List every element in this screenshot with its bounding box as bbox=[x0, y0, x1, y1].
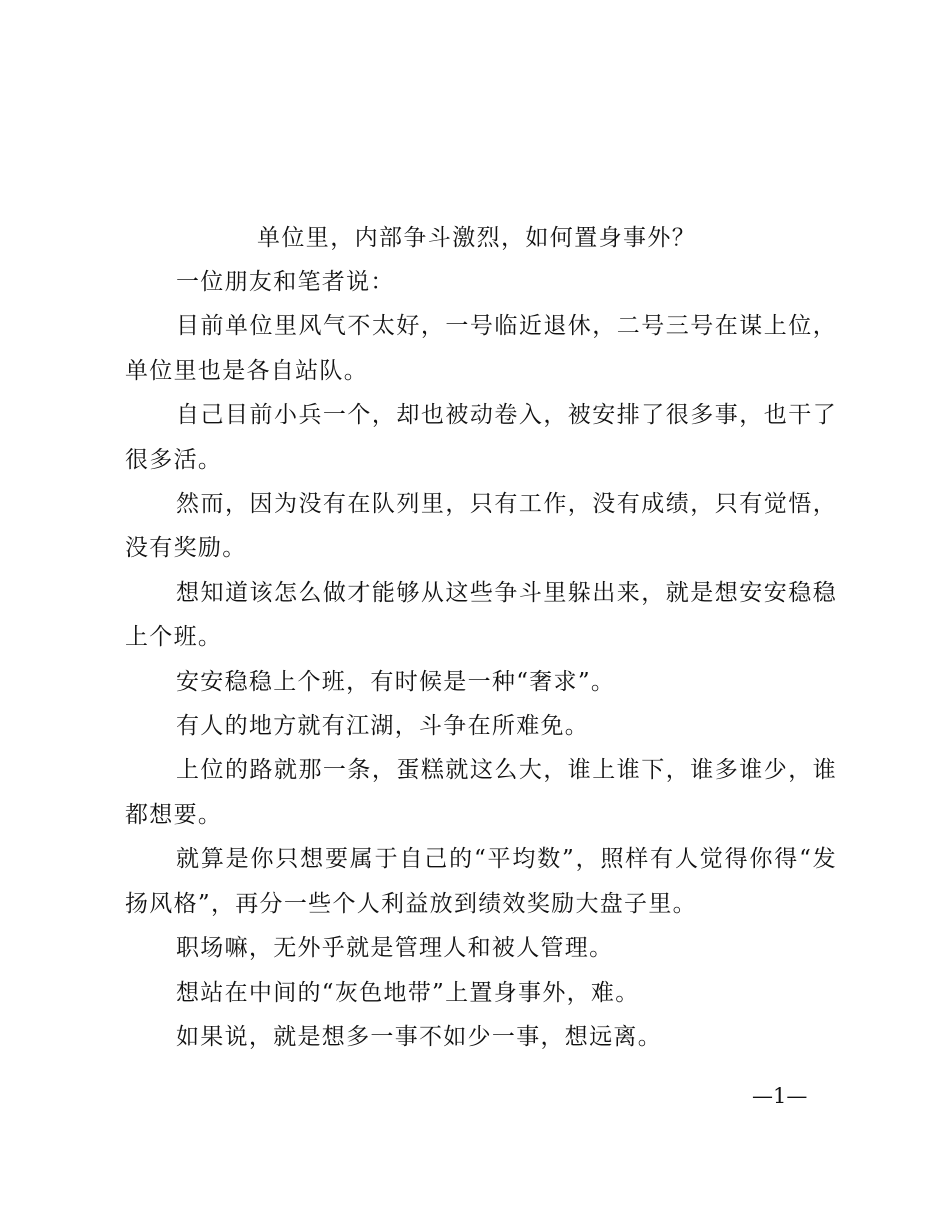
paragraph-1: 一位朋友和笔者说： bbox=[176, 269, 395, 295]
document-body bbox=[125, 260, 837, 1059]
paragraph-5: 想知道该怎么做才能够从这些争斗里躲出来，就是想安安稳稳上个班。 bbox=[125, 579, 837, 651]
paragraph-9: 就算是你只想要属于自己的“平均数”，照样有人觉得你得“发扬风格”，再分一些个人利益放到绩效奖励大盘子里。 bbox=[125, 846, 837, 917]
paragraph-3: 自己目前小兵一个，却也被动卷入，被安排了很多事，也干了很多活。 bbox=[125, 402, 837, 473]
paragraph-8: 上位的路就那一条，蛋糕就这么大，谁上谁下，谁多谁少，谁都想要。 bbox=[125, 757, 837, 828]
paragraph-11: 想站在中间的“灰色地带”上置身事外，难。 bbox=[176, 979, 640, 1006]
paragraph-4: 然而，因为没有在队列里，只有工作，没有成绩，只有觉悟，没有奖励。 bbox=[125, 491, 837, 562]
page-number: —1— bbox=[752, 1084, 808, 1108]
document-title: 单位里，内部争斗激烈，如何置身事外？ bbox=[257, 225, 697, 251]
paragraph-10: 职场嘛，无外乎就是管理人和被人管理。 bbox=[176, 935, 614, 962]
paragraph-2: 目前单位里风气不太好，一号临近退休，二号三号在谋上位，单位里也是各自站队。 bbox=[125, 313, 837, 384]
paragraph-6: 安安稳稳上个班，有时候是一种“奢求”。 bbox=[176, 668, 616, 695]
paragraph-12: 如果说，就是想多一事不如少一事，想远离。 bbox=[176, 1023, 662, 1050]
paragraph-7: 有人的地方就有江湖，斗争在所难免。 bbox=[176, 713, 590, 740]
